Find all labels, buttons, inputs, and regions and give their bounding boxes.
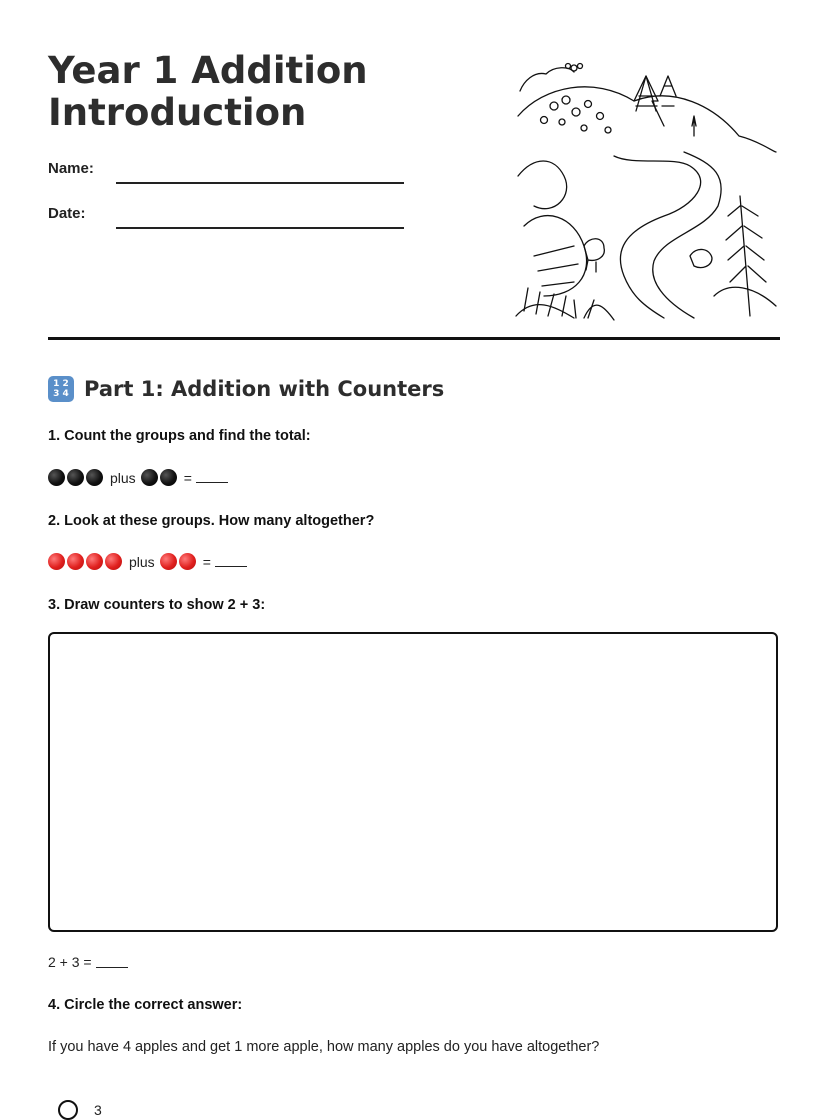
part-1-heading [48, 374, 444, 404]
red-counter-icon [86, 553, 103, 570]
plus-word: plus [129, 553, 155, 570]
red-counter-icon [48, 553, 65, 570]
equals-sign: = [202, 553, 211, 570]
question-3-equation [48, 954, 128, 970]
worksheet-title [48, 50, 468, 134]
drawing-box[interactable] [48, 632, 778, 932]
part-1-title: Part 1: Addition with Counters [84, 377, 445, 401]
red-counter-icon [179, 553, 196, 570]
date-write-line[interactable] [116, 227, 404, 229]
red-counter-icon [105, 553, 122, 570]
title-line-2: Introduction [48, 91, 307, 134]
question-4-text: If you have 4 apples and get 1 more apple, how many apples do you have altogether? [48, 1039, 600, 1055]
black-counter-icon [48, 469, 65, 486]
landscape-illustration [514, 56, 780, 322]
black-counter-icon [67, 469, 84, 486]
question-3-prompt: 3. Draw counters to show 2 + 3: [48, 597, 266, 613]
counter-group-a [48, 469, 105, 486]
date-label: Date: [48, 205, 86, 222]
question-2-counters [48, 553, 247, 570]
question-2-prompt: 2. Look at these groups. How many altogether? [48, 513, 375, 529]
worksheet-page [48, 0, 780, 1118]
equation-text: 2 + 3 = [48, 954, 92, 970]
answer-option[interactable] [58, 1100, 102, 1120]
option-label: 3 [94, 1102, 102, 1118]
counter-group-b [141, 469, 179, 486]
plus-word: plus [110, 469, 136, 486]
answer-blank[interactable] [215, 556, 247, 567]
black-counter-icon [160, 469, 177, 486]
black-counter-icon [86, 469, 103, 486]
name-field [48, 160, 408, 190]
red-counter-icon [160, 553, 177, 570]
counter-group-a [48, 553, 124, 570]
question-1-prompt: 1. Count the groups and find the total: [48, 428, 311, 444]
date-field [48, 205, 408, 235]
question-1-counters [48, 469, 228, 486]
radio-circle-icon[interactable] [58, 1100, 78, 1120]
black-counter-icon [141, 469, 158, 486]
answer-blank[interactable] [196, 472, 228, 483]
answer-blank[interactable] [96, 957, 128, 968]
red-counter-icon [67, 553, 84, 570]
name-label: Name: [48, 160, 94, 177]
question-4-prompt: 4. Circle the correct answer: [48, 997, 243, 1013]
counter-group-b [160, 553, 198, 570]
section-divider [48, 337, 780, 340]
equals-sign: = [183, 469, 192, 486]
name-write-line[interactable] [116, 182, 404, 184]
numbers-input-icon: 1 2 3 4 [48, 376, 74, 402]
title-line-1: Year 1 Addition [48, 49, 368, 92]
